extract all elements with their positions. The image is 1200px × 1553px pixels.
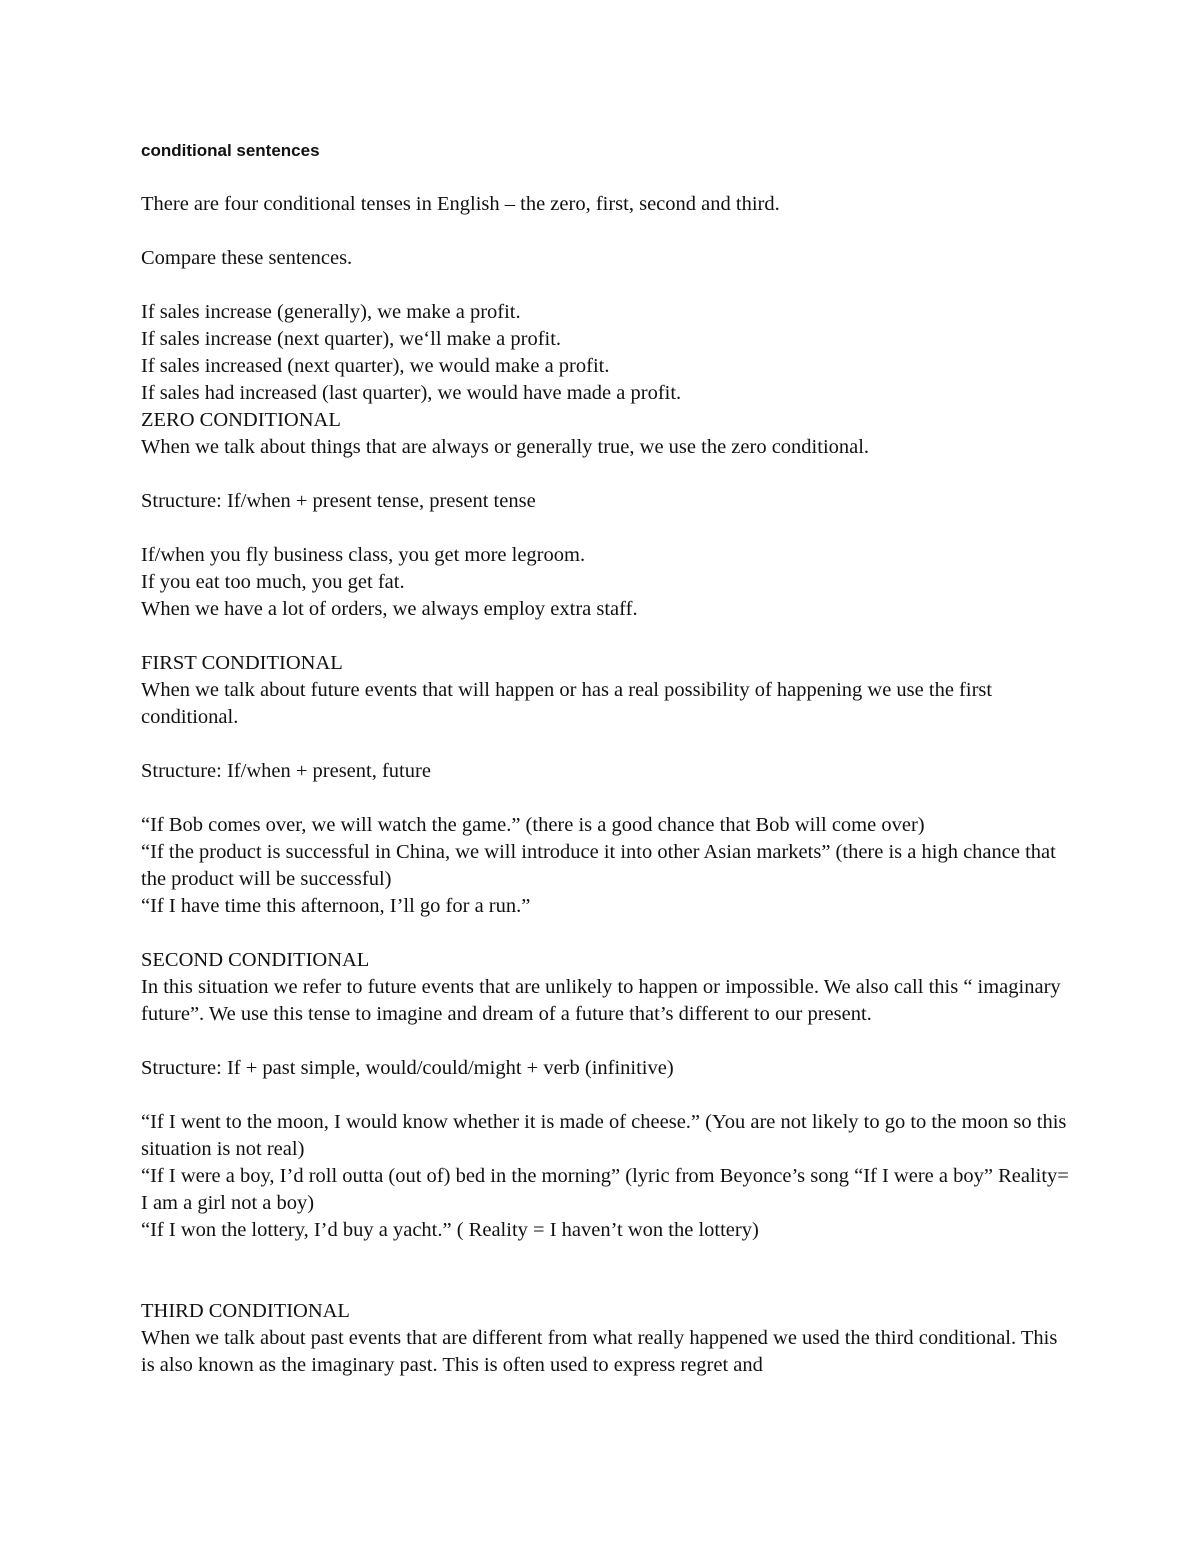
- first-conditional-example: “If I have time this afternoon, I’ll go for a run.”: [141, 895, 531, 917]
- spacer: [141, 515, 1071, 542]
- spacer: [141, 785, 1071, 812]
- second-conditional-description: In this situation we refer to future events that are unlikely to happen or impossible. We also call this “ imaginary future”. We use this tense to imagine and dream of a future that’s different to our present.: [141, 976, 1061, 1025]
- second-conditional-example: “If I were a boy, I’d roll outta (out of) bed in the morning” (lyric from Beyonce’s song “If I were a boy” Reality= I am a girl not a boy): [141, 1165, 1069, 1214]
- spacer: [141, 461, 1071, 488]
- compare-example: If sales increase (next quarter), we‘ll make a profit.: [141, 328, 562, 350]
- zero-conditional-example: When we have a lot of orders, we always employ extra staff.: [141, 598, 638, 620]
- document-page: [141, 137, 1071, 1379]
- first-conditional-heading: FIRST CONDITIONAL: [141, 652, 343, 674]
- compare-prompt: Compare these sentences.: [141, 247, 353, 269]
- zero-conditional-heading: ZERO CONDITIONAL: [141, 409, 341, 431]
- intro-paragraph: There are four conditional tenses in English – the zero, first, second and third.: [141, 193, 780, 215]
- spacer: [141, 1028, 1071, 1055]
- spacer: [141, 1244, 1071, 1298]
- spacer: [141, 731, 1071, 758]
- compare-example: If sales increase (generally), we make a profit.: [141, 301, 521, 323]
- spacer: [141, 272, 1071, 299]
- first-conditional-example: “If Bob comes over, we will watch the game.” (there is a good chance that Bob will come over): [141, 814, 925, 836]
- first-conditional-structure: Structure: If/when + present, future: [141, 760, 431, 782]
- zero-conditional-structure: Structure: If/when + present tense, present tense: [141, 490, 536, 512]
- compare-example: If sales had increased (last quarter), we would have made a profit.: [141, 382, 682, 404]
- compare-example: If sales increased (next quarter), we would make a profit.: [141, 355, 610, 377]
- third-conditional-description: When we talk about past events that are different from what really happened we used the third conditional. This is also known as the imaginary past. This is often used to express regret and: [141, 1327, 1058, 1376]
- second-conditional-heading: SECOND CONDITIONAL: [141, 949, 370, 971]
- second-conditional-structure: Structure: If + past simple, would/could/might + verb (infinitive): [141, 1057, 674, 1079]
- spacer: [141, 218, 1071, 245]
- second-conditional-example: “If I won the lottery, I’d buy a yacht.” ( Reality = I haven’t won the lottery): [141, 1219, 759, 1241]
- spacer: [141, 1082, 1071, 1109]
- second-conditional-example: “If I went to the moon, I would know whether it is made of cheese.” (You are not likely to go to the moon so this situation is not real): [141, 1111, 1067, 1160]
- zero-conditional-example: If/when you fly business class, you get more legroom.: [141, 544, 586, 566]
- zero-conditional-description: When we talk about things that are always or generally true, we use the zero conditional.: [141, 436, 870, 458]
- document-title: conditional sentences: [141, 141, 320, 160]
- spacer: [141, 920, 1071, 947]
- zero-conditional-example: If you eat too much, you get fat.: [141, 571, 405, 593]
- first-conditional-description: When we talk about future events that will happen or has a real possibility of happening we use the first conditional.: [141, 679, 993, 728]
- first-conditional-example: “If the product is successful in China, we will introduce it into other Asian markets” (there is a high chance that the product will be successful): [141, 841, 1056, 890]
- third-conditional-heading: THIRD CONDITIONAL: [141, 1300, 350, 1322]
- spacer: [141, 623, 1071, 650]
